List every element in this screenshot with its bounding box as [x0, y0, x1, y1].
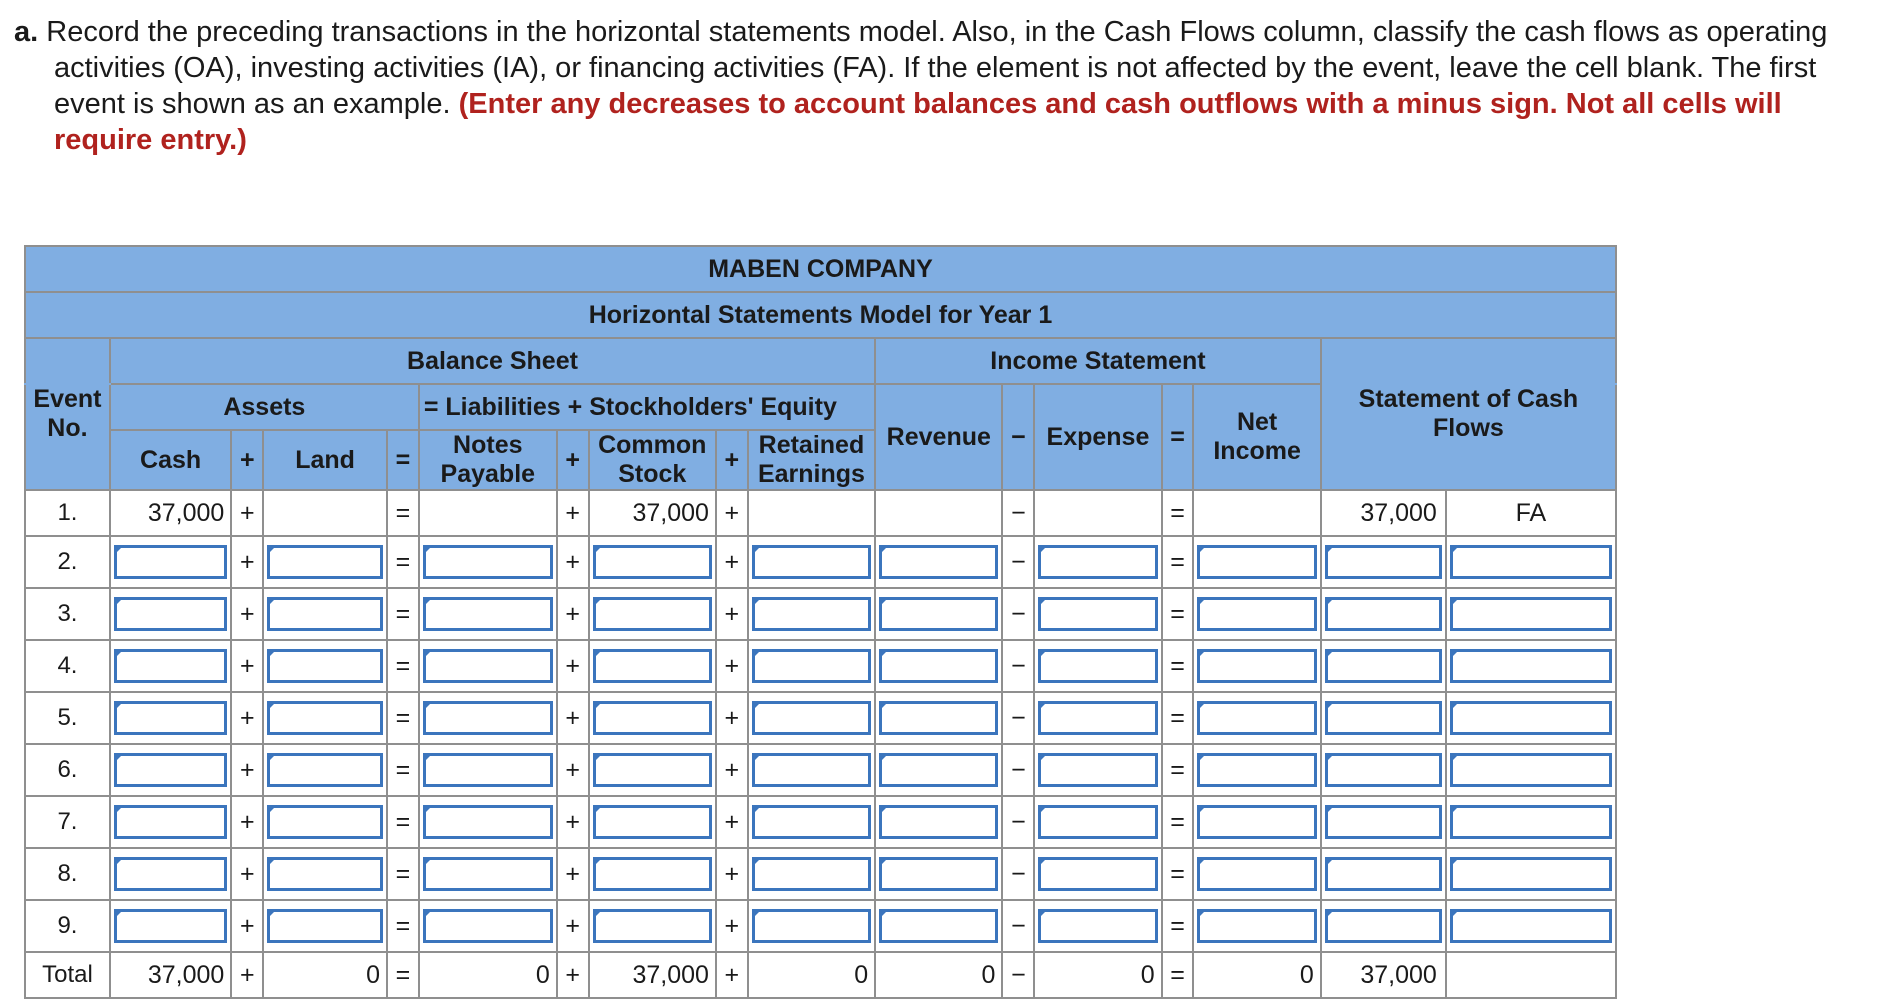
equals-sign: = — [387, 640, 419, 692]
cash-input-cell — [110, 744, 231, 796]
total-expense: 0 — [1034, 952, 1161, 998]
land-input[interactable] — [267, 701, 383, 735]
retained-earnings-input[interactable] — [752, 649, 871, 683]
revenue-input[interactable] — [879, 857, 998, 891]
net-income-input-cell — [1193, 900, 1320, 952]
plus-sign: + — [567, 392, 583, 421]
minus-header: − — [1002, 384, 1034, 490]
minus-sign: − — [1002, 848, 1034, 900]
cash-flow-class-input[interactable] — [1450, 701, 1612, 735]
notes-payable-cell — [419, 490, 557, 536]
cash-flow-class-input-cell — [1446, 900, 1616, 952]
revenue-header: Revenue — [875, 384, 1002, 490]
common-stock-input[interactable] — [593, 805, 712, 839]
retained-earnings-input-cell — [748, 848, 875, 900]
plus-sign: + — [716, 588, 748, 640]
part-label: a. — [14, 16, 39, 48]
table-row — [25, 744, 1616, 796]
table-row — [25, 588, 1616, 640]
expense-input-cell — [1034, 796, 1161, 848]
cash-flow-amount-input[interactable] — [1325, 909, 1442, 943]
revenue-input-cell — [875, 900, 1002, 952]
cash-flow-class-input[interactable] — [1450, 805, 1612, 839]
event-label: 5. — [25, 692, 110, 744]
cash-input-cell — [110, 900, 231, 952]
revenue-input-cell — [875, 848, 1002, 900]
plus-sign: + — [557, 848, 589, 900]
minus-sign: − — [1002, 900, 1034, 952]
land-input-cell — [263, 848, 387, 900]
cash-input[interactable] — [114, 909, 227, 943]
net-income-input[interactable] — [1197, 805, 1316, 839]
total-notes-payable: 0 — [419, 952, 557, 998]
equals-sign: = — [387, 536, 419, 588]
table-row — [25, 536, 1616, 588]
table-row — [25, 848, 1616, 900]
plus-sign: + — [231, 490, 263, 536]
equals-sign: = — [1162, 744, 1194, 796]
net-income-input-cell — [1193, 588, 1320, 640]
plus-sign: + — [557, 692, 589, 744]
common-stock-input-cell — [589, 640, 716, 692]
cash-cell: 37,000 — [110, 490, 231, 536]
income-statement-header: Income Statement — [875, 338, 1321, 384]
equals-sign: = — [387, 952, 419, 998]
common-stock-input-cell — [589, 692, 716, 744]
cash-flow-amount-input-cell — [1321, 900, 1446, 952]
notes-payable-input-cell — [419, 692, 557, 744]
cash-input[interactable] — [114, 857, 227, 891]
notes-payable-input[interactable] — [423, 857, 553, 891]
expense-input[interactable] — [1038, 597, 1157, 631]
cash-flow-amount-input-cell — [1321, 796, 1446, 848]
common-stock-cell: 37,000 — [589, 490, 716, 536]
notes-payable-input-cell — [419, 796, 557, 848]
equals-sign: = — [1162, 796, 1194, 848]
cash-flow-corner — [1321, 338, 1616, 384]
equals-sign: = — [423, 392, 439, 421]
cash-flow-class-input[interactable] — [1450, 545, 1612, 579]
expense-input[interactable] — [1038, 701, 1157, 735]
instructions-paragraph — [14, 14, 1884, 158]
expense-input-cell — [1034, 692, 1161, 744]
plus-sign: + — [557, 900, 589, 952]
cash-input[interactable] — [114, 545, 227, 579]
notes-payable-input[interactable] — [423, 597, 553, 631]
net-income-input[interactable] — [1197, 753, 1316, 787]
cash-input[interactable] — [114, 597, 227, 631]
revenue-input[interactable] — [879, 649, 998, 683]
minus-sign: − — [1002, 796, 1034, 848]
net-income-input[interactable] — [1197, 545, 1316, 579]
minus-sign: − — [1002, 588, 1034, 640]
land-input[interactable] — [267, 649, 383, 683]
cash-input-cell — [110, 588, 231, 640]
cash-input[interactable] — [114, 649, 227, 683]
cash-flow-class-input-cell — [1446, 744, 1616, 796]
notes-payable-input-cell — [419, 848, 557, 900]
expense-input-cell — [1034, 900, 1161, 952]
cash-input[interactable] — [114, 805, 227, 839]
cash-flow-amount-input[interactable] — [1325, 597, 1442, 631]
plus-sign: + — [557, 640, 589, 692]
cash-input-cell — [110, 640, 231, 692]
total-retained-earnings: 0 — [748, 952, 875, 998]
minus-sign: − — [1002, 536, 1034, 588]
cash-input-cell — [110, 692, 231, 744]
cash-flow-class-input-cell — [1446, 848, 1616, 900]
total-cash-flow: 37,000 — [1321, 952, 1446, 998]
cash-flow-class-input[interactable] — [1450, 909, 1612, 943]
plus-sign: + — [231, 848, 263, 900]
plus-sign: + — [557, 744, 589, 796]
net-income-input-cell — [1193, 692, 1320, 744]
land-input[interactable] — [267, 597, 383, 631]
expense-input-cell — [1034, 744, 1161, 796]
expense-input[interactable] — [1038, 753, 1157, 787]
minus-sign: − — [1002, 692, 1034, 744]
plus-sign: + — [231, 588, 263, 640]
event-label: 3. — [25, 588, 110, 640]
cash-input-cell — [110, 796, 231, 848]
equals-sign: = — [387, 848, 419, 900]
cash-input[interactable] — [114, 753, 227, 787]
retained-earnings-input[interactable] — [752, 857, 871, 891]
cash-header: Cash — [110, 430, 231, 490]
common-stock-input-cell — [589, 796, 716, 848]
plus-sign: + — [231, 536, 263, 588]
plus-sign: + — [716, 536, 748, 588]
net-income-cell — [1193, 490, 1320, 536]
plus-sign: + — [557, 796, 589, 848]
retained-earnings-input[interactable] — [752, 805, 871, 839]
cash-flow-amount-input[interactable] — [1325, 805, 1442, 839]
cash-flow-amount-input[interactable] — [1325, 857, 1442, 891]
cash-flow-amount-input-cell — [1321, 692, 1446, 744]
instructions-emphasis: (Enter any decreases to account balances and cash outflows with a minus sign. Not all cells will require entry.) — [54, 88, 1782, 156]
equals-header: = — [387, 430, 419, 490]
retained-earnings-input[interactable] — [752, 909, 871, 943]
notes-payable-input[interactable] — [423, 545, 553, 579]
land-input-cell — [263, 536, 387, 588]
cash-flow-class-input-cell — [1446, 692, 1616, 744]
net-income-input[interactable] — [1197, 597, 1316, 631]
notes-payable-input-cell — [419, 900, 557, 952]
revenue-input[interactable] — [879, 909, 998, 943]
cash-flow-amount-input-cell — [1321, 848, 1446, 900]
expense-input[interactable] — [1038, 649, 1157, 683]
event-label: 1. — [25, 490, 110, 536]
cash-input-cell — [110, 536, 231, 588]
equals-sign: = — [1162, 588, 1194, 640]
total-label: Total — [25, 952, 110, 998]
plus-sign: + — [716, 900, 748, 952]
equals-sign: = — [387, 588, 419, 640]
equals-sign: = — [1162, 490, 1194, 536]
revenue-input-cell — [875, 588, 1002, 640]
total-land: 0 — [263, 952, 387, 998]
equals-sign: = — [1162, 848, 1194, 900]
event-label: 8. — [25, 848, 110, 900]
plus-sign: + — [231, 796, 263, 848]
retained-earnings-input-cell — [748, 588, 875, 640]
common-stock-input[interactable] — [593, 649, 712, 683]
cash-flow-amount-input-cell — [1321, 588, 1446, 640]
retained-earnings-input-cell — [748, 640, 875, 692]
land-input[interactable] — [267, 857, 383, 891]
cash-flow-amount-input[interactable] — [1325, 701, 1442, 735]
table-row — [25, 900, 1616, 952]
horizontal-statements-table — [24, 245, 1617, 999]
common-stock-input-cell — [589, 588, 716, 640]
common-stock-header: Common Stock — [589, 430, 716, 490]
cash-flow-class-input[interactable] — [1450, 597, 1612, 631]
land-cell — [263, 490, 387, 536]
cash-flow-class-input[interactable] — [1450, 753, 1612, 787]
expense-input-cell — [1034, 536, 1161, 588]
expense-input[interactable] — [1038, 545, 1157, 579]
net-income-input[interactable] — [1197, 909, 1316, 943]
cash-flow-amount: 37,000 — [1321, 490, 1446, 536]
land-input[interactable] — [267, 909, 383, 943]
equals-sign: = — [1162, 692, 1194, 744]
plus-header: + — [716, 430, 748, 490]
land-input-cell — [263, 900, 387, 952]
revenue-input-cell — [875, 744, 1002, 796]
land-header: Land — [263, 430, 387, 490]
table-row — [25, 692, 1616, 744]
cash-flow-amount-input-cell — [1321, 536, 1446, 588]
plus-sign: + — [716, 796, 748, 848]
revenue-input-cell — [875, 796, 1002, 848]
event-label: 4. — [25, 640, 110, 692]
equals-sign: = — [1162, 640, 1194, 692]
instructions — [14, 14, 1884, 158]
common-stock-input[interactable] — [593, 545, 712, 579]
cash-flow-class-input[interactable] — [1450, 857, 1612, 891]
retained-earnings-cell — [748, 490, 875, 536]
revenue-input[interactable] — [879, 701, 998, 735]
table-row-example — [25, 490, 1616, 536]
minus-sign: − — [1002, 490, 1034, 536]
net-income-input-cell — [1193, 640, 1320, 692]
plus-header: + — [557, 430, 589, 490]
cash-flow-amount-input[interactable] — [1325, 545, 1442, 579]
land-input-cell — [263, 692, 387, 744]
land-input[interactable] — [267, 753, 383, 787]
plus-sign: + — [231, 744, 263, 796]
notes-payable-input-cell — [419, 640, 557, 692]
plus-sign: + — [231, 692, 263, 744]
cash-flows-header: Statement of Cash Flows — [1321, 384, 1616, 490]
equals-sign: = — [1162, 952, 1194, 998]
revenue-input[interactable] — [879, 805, 998, 839]
balance-sheet-header: Balance Sheet — [110, 338, 875, 384]
net-income-input[interactable] — [1197, 649, 1316, 683]
land-input[interactable] — [267, 545, 383, 579]
revenue-input-cell — [875, 692, 1002, 744]
plus-sign: + — [716, 952, 748, 998]
company-name: MABEN COMPANY — [25, 246, 1616, 292]
expense-input[interactable] — [1038, 805, 1157, 839]
expense-input-cell — [1034, 848, 1161, 900]
net-income-input-cell — [1193, 796, 1320, 848]
total-revenue: 0 — [875, 952, 1002, 998]
land-input-cell — [263, 796, 387, 848]
expense-input[interactable] — [1038, 857, 1157, 891]
notes-payable-input[interactable] — [423, 909, 553, 943]
plus-sign: + — [557, 536, 589, 588]
land-input[interactable] — [267, 805, 383, 839]
event-label: 7. — [25, 796, 110, 848]
common-stock-input[interactable] — [593, 909, 712, 943]
common-stock-input[interactable] — [593, 701, 712, 735]
net-income-header: Net Income — [1193, 384, 1320, 490]
expense-header: Expense — [1034, 384, 1161, 490]
retained-earnings-input[interactable] — [752, 701, 871, 735]
common-stock-input-cell — [589, 536, 716, 588]
cash-flow-class: FA — [1446, 490, 1616, 536]
revenue-input-cell — [875, 536, 1002, 588]
revenue-input[interactable] — [879, 545, 998, 579]
common-stock-input-cell — [589, 848, 716, 900]
net-income-input[interactable] — [1197, 701, 1316, 735]
notes-payable-input-cell — [419, 536, 557, 588]
plus-sign: + — [557, 952, 589, 998]
expense-input[interactable] — [1038, 909, 1157, 943]
minus-sign: − — [1002, 744, 1034, 796]
equals-sign: = — [387, 796, 419, 848]
common-stock-input[interactable] — [593, 753, 712, 787]
cash-flow-amount-input[interactable] — [1325, 753, 1442, 787]
retained-earnings-input-cell — [748, 900, 875, 952]
assets-header: Assets — [110, 384, 419, 430]
plus-sign: + — [557, 490, 589, 536]
notes-payable-input[interactable] — [423, 805, 553, 839]
common-stock-input[interactable] — [593, 857, 712, 891]
table-subtitle: Horizontal Statements Model for Year 1 — [25, 292, 1616, 338]
plus-sign: + — [716, 848, 748, 900]
plus-sign: + — [231, 640, 263, 692]
land-input-cell — [263, 640, 387, 692]
plus-sign: + — [557, 588, 589, 640]
event-no-header: Event No. — [25, 384, 110, 490]
equals-sign: = — [387, 900, 419, 952]
retained-earnings-input-cell — [748, 744, 875, 796]
net-income-input-cell — [1193, 848, 1320, 900]
equals-sign: = — [1162, 900, 1194, 952]
common-stock-input-cell — [589, 900, 716, 952]
land-input-cell — [263, 744, 387, 796]
land-input-cell — [263, 588, 387, 640]
cash-input[interactable] — [114, 701, 227, 735]
total-common-stock: 37,000 — [589, 952, 716, 998]
expense-input-cell — [1034, 588, 1161, 640]
notes-payable-input[interactable] — [423, 701, 553, 735]
net-income-input-cell — [1193, 536, 1320, 588]
expense-input-cell — [1034, 640, 1161, 692]
event-label: 6. — [25, 744, 110, 796]
cash-flow-class-input-cell — [1446, 796, 1616, 848]
table-row-total — [25, 952, 1616, 998]
liabilities-header: Liabilities — [445, 392, 561, 421]
retained-earnings-input-cell — [748, 796, 875, 848]
total-cash-flow-class — [1446, 952, 1616, 998]
notes-payable-input-cell — [419, 588, 557, 640]
equals-sign: = — [387, 490, 419, 536]
total-net-income: 0 — [1193, 952, 1320, 998]
stockholders-equity-header: Stockholders' Equity — [589, 392, 837, 421]
cash-input-cell — [110, 848, 231, 900]
notes-payable-header: Notes Payable — [419, 430, 557, 490]
instructions-text: Record the preceding transactions in the horizontal statements model. Also, in the Cash Flows column, classify the cash flows as operating activities (OA), investing activities (IA), or financing activities (FA). If the element is not affected by the event, leave the cell blank. The first event is shown as an example. — [46, 16, 1828, 120]
retained-earnings-header: Retained Earnings — [748, 430, 875, 490]
notes-payable-input[interactable] — [423, 649, 553, 683]
net-income-input-cell — [1193, 744, 1320, 796]
expense-cell — [1034, 490, 1161, 536]
event-label: 9. — [25, 900, 110, 952]
plus-header: + — [231, 430, 263, 490]
total-cash: 37,000 — [110, 952, 231, 998]
plus-sign: + — [231, 952, 263, 998]
revenue-input[interactable] — [879, 753, 998, 787]
cash-flow-class-input-cell — [1446, 536, 1616, 588]
plus-sign: + — [716, 744, 748, 796]
minus-sign: − — [1002, 640, 1034, 692]
equals-sign: = — [1162, 536, 1194, 588]
equals-header: = — [1162, 384, 1194, 490]
retained-earnings-input-cell — [748, 692, 875, 744]
common-stock-input[interactable] — [593, 597, 712, 631]
equals-sign: = — [387, 744, 419, 796]
cash-flow-class-input[interactable] — [1450, 649, 1612, 683]
table-row — [25, 796, 1616, 848]
retained-earnings-input[interactable] — [752, 597, 871, 631]
cash-flow-amount-input-cell — [1321, 744, 1446, 796]
event-label: 2. — [25, 536, 110, 588]
common-stock-input-cell — [589, 744, 716, 796]
retained-earnings-input[interactable] — [752, 545, 871, 579]
minus-sign: − — [1002, 952, 1034, 998]
retained-earnings-input-cell — [748, 536, 875, 588]
equity-side-header — [419, 384, 875, 430]
plus-sign: + — [716, 490, 748, 536]
equals-sign: = — [387, 692, 419, 744]
cash-flow-class-input-cell — [1446, 640, 1616, 692]
table-row — [25, 640, 1616, 692]
revenue-cell — [875, 490, 1002, 536]
revenue-input[interactable] — [879, 597, 998, 631]
cash-flow-amount-input[interactable] — [1325, 649, 1442, 683]
cash-flow-amount-input-cell — [1321, 640, 1446, 692]
cash-flow-class-input-cell — [1446, 588, 1616, 640]
event-rows — [25, 536, 1616, 952]
plus-sign: + — [716, 640, 748, 692]
net-income-input[interactable] — [1197, 857, 1316, 891]
plus-sign: + — [231, 900, 263, 952]
revenue-input-cell — [875, 640, 1002, 692]
event-corner — [25, 338, 110, 384]
notes-payable-input[interactable] — [423, 753, 553, 787]
notes-payable-input-cell — [419, 744, 557, 796]
plus-sign: + — [716, 692, 748, 744]
retained-earnings-input[interactable] — [752, 753, 871, 787]
